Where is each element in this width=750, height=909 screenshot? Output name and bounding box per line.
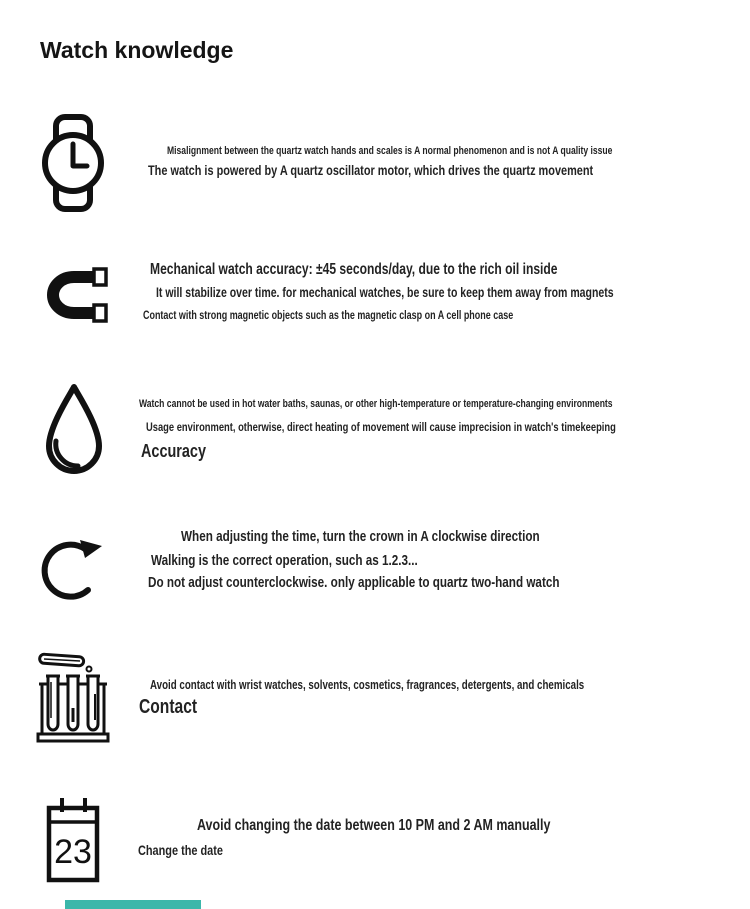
section-text-line: Avoid changing the date between 10 PM and 2 AM manually: [197, 817, 551, 834]
magnet-icon: [42, 263, 108, 327]
section-text-line: Usage environment, otherwise, direct heating of movement will cause imprecision in watch's timekeeping: [146, 420, 616, 434]
section-text-line: Avoid contact with wrist watches, solvents, cosmetics, fragrances, detergents, and chemicals: [150, 678, 585, 692]
page-title: Watch knowledge: [40, 37, 234, 63]
section-text-line: Contact: [139, 696, 198, 718]
section-text-line: Change the date: [138, 842, 223, 858]
accent-bar: [65, 900, 201, 909]
section-text-line: Contact with strong magnetic objects such as the magnetic clasp on A cell phone case: [143, 310, 514, 322]
water-drop-icon: [40, 381, 108, 480]
section-text-line: When adjusting the time, turn the crown in A clockwise direction: [181, 528, 540, 545]
test-tubes-icon: [36, 650, 110, 744]
section-text-line: Watch cannot be used in hot water baths, saunas, or other high-temperature or temperature-changing environments: [139, 398, 613, 410]
section-text-line: The watch is powered by A quartz oscillator motor, which drives the quartz movement: [148, 162, 594, 178]
wristwatch-icon: [42, 113, 104, 213]
calendar-icon: [40, 793, 104, 885]
section-text-line: Do not adjust counterclockwise. only applicable to quartz two-hand watch: [148, 574, 560, 591]
section-text-line: Accuracy: [141, 440, 206, 461]
section-text-line: Mechanical watch accuracy: ±45 seconds/day, due to the rich oil inside: [150, 261, 558, 278]
section-text-line: Misalignment between the quartz watch hands and scales is A normal phenomenon and is not A quality issue: [167, 145, 613, 157]
clockwise-arrow-icon: [40, 524, 104, 606]
calendar-day: 23: [54, 833, 92, 871]
section-text-line: Walking is the correct operation, such as 1.2.3...: [151, 552, 418, 569]
section-text-line: It will stabilize over time. for mechanical watches, be sure to keep them away from magnets: [156, 285, 614, 300]
